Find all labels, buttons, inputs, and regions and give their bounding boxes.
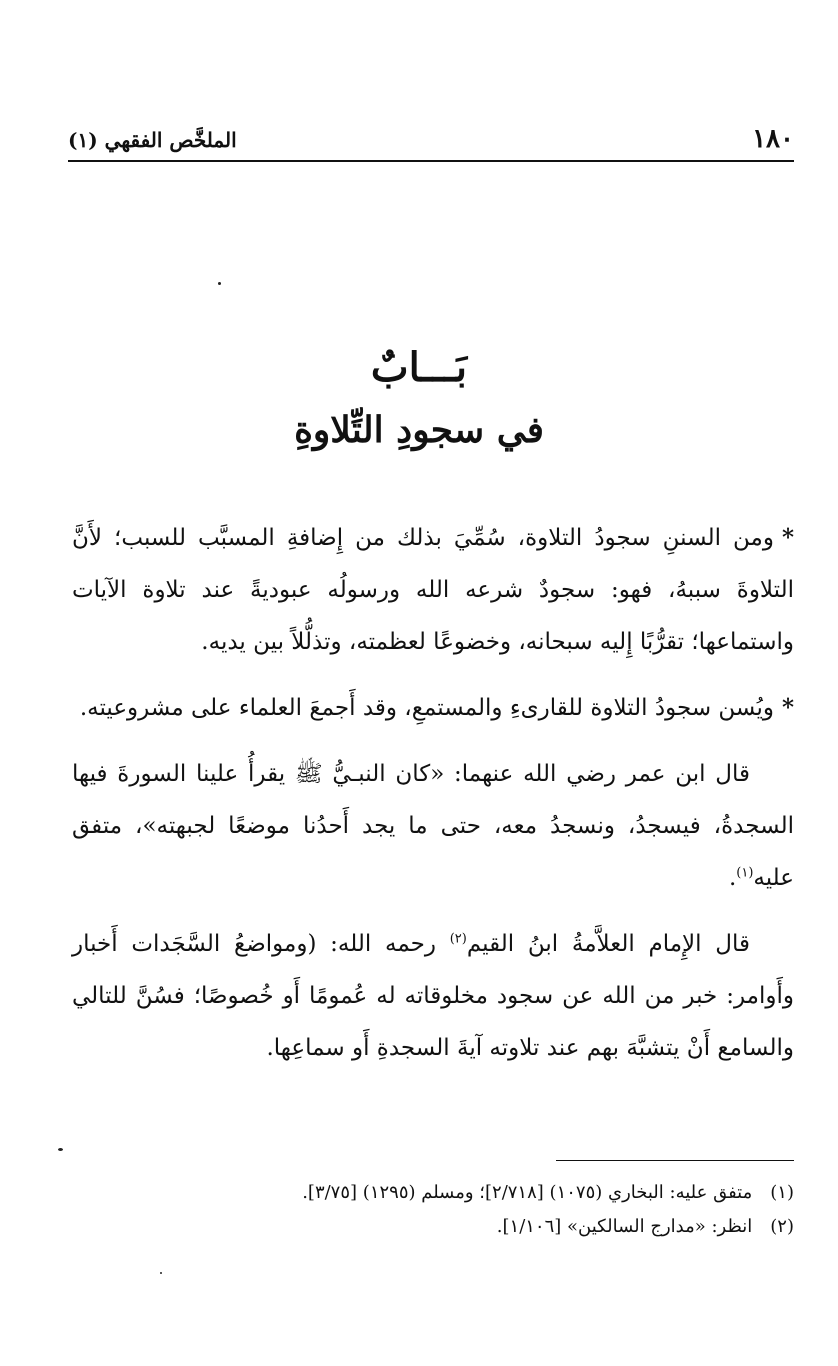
bullet-icon: * (781, 524, 794, 551)
chapter-label: بَـــابٌ (370, 344, 468, 391)
paragraph-4 (72, 918, 794, 1074)
scan-speck (218, 282, 221, 285)
footnote-ref-2[interactable]: (٢) (449, 931, 467, 947)
body-text (72, 512, 794, 1088)
page-number: ١٨٠ (752, 124, 794, 154)
chapter-heading (0, 340, 838, 460)
paragraph-3-end: . (728, 865, 737, 891)
footnotes (72, 1176, 794, 1244)
footnote-2 (72, 1210, 794, 1244)
footnote-ref-1[interactable]: (١) (736, 865, 754, 881)
footnote-divider (556, 1160, 794, 1161)
running-header (68, 120, 794, 162)
footnote-number: (١) (770, 1182, 794, 1203)
footnote-text: انظر: «مدارج السالكين» [١/١٠٦]. (496, 1216, 753, 1237)
paragraph-1 (72, 512, 794, 668)
paragraph-2-text: ويُسن سجودُ التلاوة للقارىءِ والمستمعِ، وقد أَجمعَ العلماء على مشروعيته. (79, 695, 774, 721)
paragraph-3-text: قال ابن عمر رضي الله عنهما: «كان النبـيُّ ﷺ يقرأُ علينا السورةَ فيها السجدةُ، فيسجدُ، ونسجدُ معه، حتى ما يجد أَحدُنا موضعًا لجبهته»، متفق عليه (72, 761, 794, 891)
paragraph-4-text-a: قال الإِمام العلاَّمةُ ابنُ القيم (466, 931, 750, 957)
paragraph-1-text: ومن السننِ سجودُ التلاوة، سُمِّيَ بذلك من إِضافةِ المسبَّب للسبب؛ لأَنَّ التلاوةَ سببهُ، فهو: سجودٌ شرعه الله ورسولُه عبوديةً عند تلاوة الآيات واستماعها؛ تقرُّبًا إِليه سبحانه، وخضوعًا لعظمته، وتذلُّلاً بين يديه. (72, 525, 794, 655)
footnote-1 (72, 1176, 794, 1210)
bullet-icon: * (781, 694, 794, 721)
paragraph-3 (72, 748, 794, 904)
scan-speck (58, 1148, 63, 1151)
scan-speck (160, 1272, 162, 1274)
paragraph-2 (72, 682, 794, 734)
paragraph-4-text-b: رحمه الله: (ومواضعُ السَّجَدات أَخبار وأَوامر: خبر من الله عن سجود مخلوقاته له عُمومًا أَو خُصوصًا؛ فسُنَّ للتالي والسامع أَنْ يتشبَّهَ بهم عند تلاوته آيةَ السجدةِ أَو سماعِها. (72, 931, 794, 1061)
footnote-text: متفق عليه: البخاري (١٠٧٥) [٢/٧١٨]؛ ومسلم (١٢٩٥) [٣/٧٥]. (302, 1182, 753, 1203)
footnote-number: (٢) (770, 1216, 794, 1237)
chapter-title: في سجودِ التِّلاوةِ (294, 409, 544, 451)
book-title: الملخَّص الفقهي (١) (68, 128, 237, 152)
